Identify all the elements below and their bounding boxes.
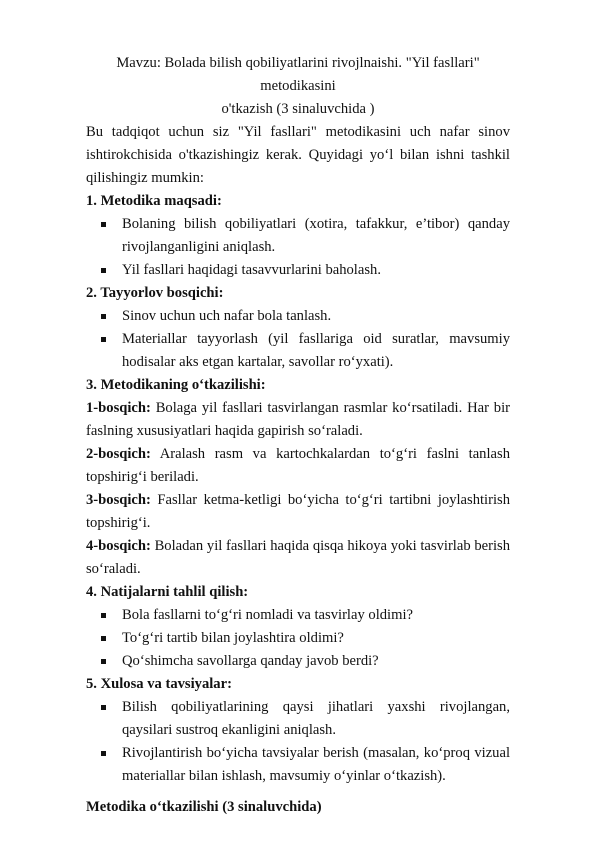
list-item bbox=[86, 696, 510, 742]
step-label: 3-bosqich: bbox=[86, 492, 151, 508]
section-5-heading: 5. Xulosa va tavsiyalar: bbox=[86, 676, 232, 692]
section-4-heading: 4. Natijalarni tahlil qilish: bbox=[86, 584, 249, 600]
list-item bbox=[86, 213, 510, 259]
bullet-icon bbox=[101, 751, 106, 756]
final-heading: Metodika o‘tkazilishi (3 sinaluvchida) bbox=[86, 799, 322, 815]
section-3-heading: 3. Metodikaning o‘tkazilishi: bbox=[86, 377, 266, 393]
step-text: Aralash rasm va kartochkalardan to‘g‘ri faslni tanlash topshirig‘i beriladi. bbox=[86, 446, 510, 485]
list-item-text: Materiallar tayyorlash (yil fasllariga oid suratlar, mavsumiy hodisalar aks etgan kartalar, savollar ro‘yxati). bbox=[122, 331, 510, 370]
step-1-paragraph bbox=[86, 397, 510, 443]
bullet-icon bbox=[101, 314, 106, 319]
section-1-heading: 1. Metodika maqsadi: bbox=[86, 193, 222, 209]
list-item-text: Bilish qobiliyatlarining qaysi jihatlari yaxshi rivojlangan, qaysilari sustroq ekanligini aniqlash. bbox=[122, 699, 510, 738]
list-item-text: Rivojlantirish bo‘yicha tavsiyalar berish (masalan, ko‘proq vizual materiallar bilan ishlash, mavsumiy o‘yinlar o‘tkazish). bbox=[122, 745, 510, 784]
list-item-text: Qo‘shimcha savollarga qanday javob berdi? bbox=[122, 653, 379, 669]
step-text: Bolaga yil fasllari tasvirlangan rasmlar ko‘rsatiladi. Har bir faslning xususiyatlari haqida gapirish so‘raladi. bbox=[86, 400, 510, 439]
list-item-text: Yil fasllari haqidagi tasavvurlarini baholash. bbox=[122, 262, 381, 278]
section-1-list bbox=[86, 213, 510, 282]
document-page bbox=[86, 52, 510, 819]
bullet-icon bbox=[101, 222, 106, 227]
step-text: Boladan yil fasllari haqida qisqa hikoya yoki tasvirlab berish so‘raladi. bbox=[86, 538, 510, 577]
step-text: Fasllar ketma-ketligi bo‘yicha to‘g‘ri tartibni joylashtirish topshirig‘i. bbox=[86, 492, 510, 531]
step-label: 4-bosqich: bbox=[86, 538, 151, 554]
section-2-list bbox=[86, 305, 510, 374]
section-5-list bbox=[86, 696, 510, 788]
list-item-text: Bolaning bilish qobiliyatlari (xotira, tafakkur, e’tibor) qanday rivojlanganligini aniqlash. bbox=[122, 216, 510, 255]
list-item bbox=[86, 328, 510, 374]
intro-paragraph: Bu tadqiqot uchun siz "Yil fasllari" metodikasini uch nafar sinov ishtirokchisida o'tkazishingiz kerak. Quyidagi yo‘l bilan ishni tashkil qilishingiz mumkin: bbox=[86, 124, 510, 186]
list-item-text: Bola fasllarni to‘g‘ri nomladi va tasvirlay oldimi? bbox=[122, 607, 413, 623]
list-item bbox=[86, 650, 510, 673]
bullet-icon bbox=[101, 337, 106, 342]
list-item bbox=[86, 305, 510, 328]
list-item bbox=[86, 604, 510, 627]
bullet-icon bbox=[101, 636, 106, 641]
document-title-line-2: o'tkazish (3 sinaluvchida ) bbox=[221, 101, 375, 117]
step-label: 1-bosqich: bbox=[86, 400, 151, 416]
list-item-text: Sinov uchun uch nafar bola tanlash. bbox=[122, 308, 332, 324]
step-2-paragraph bbox=[86, 443, 510, 489]
section-2-heading: 2. Tayyorlov bosqichi: bbox=[86, 285, 224, 301]
step-label: 2-bosqich: bbox=[86, 446, 151, 462]
list-item bbox=[86, 742, 510, 788]
list-item bbox=[86, 259, 510, 282]
document-title-line-1: Mavzu: Bolada bilish qobiliyatlarini rivojlnaishi. "Yil fasllari" metodikasini bbox=[116, 55, 480, 94]
list-item-text: To‘g‘ri tartib bilan joylashtira oldimi? bbox=[122, 630, 344, 646]
list-item bbox=[86, 627, 510, 650]
step-4-paragraph bbox=[86, 535, 510, 581]
bullet-icon bbox=[101, 268, 106, 273]
bullet-icon bbox=[101, 705, 106, 710]
bullet-icon bbox=[101, 659, 106, 664]
bullet-icon bbox=[101, 613, 106, 618]
section-4-list bbox=[86, 604, 510, 673]
step-3-paragraph bbox=[86, 489, 510, 535]
